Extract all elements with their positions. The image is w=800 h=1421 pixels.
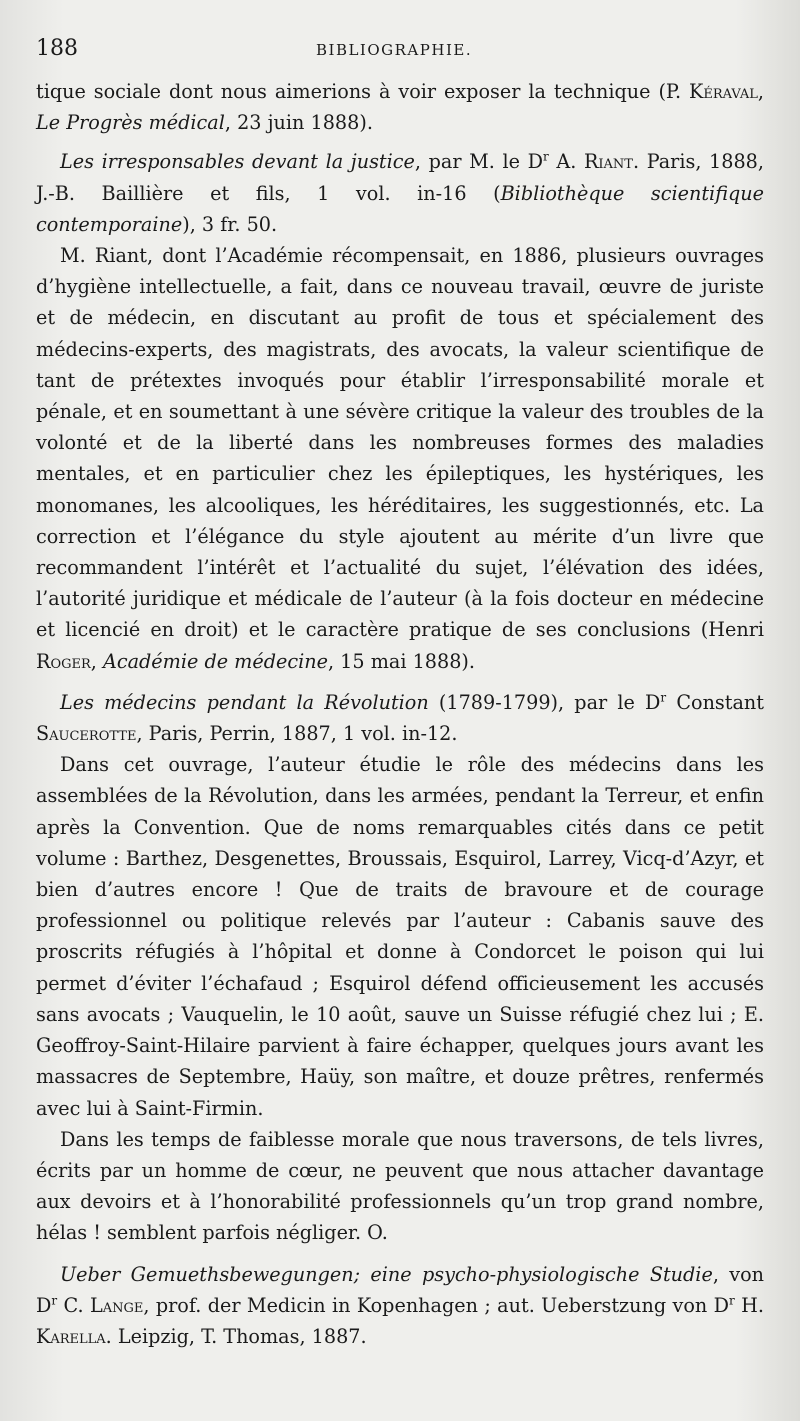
page-body xyxy=(36,76,764,1352)
author-name: Saucerotte xyxy=(36,722,137,746)
review-paragraph: M. Riant, dont l’Académie récompensait, en 1886, plusieurs ouvrages d’hygiène intellectuelle, a fait, dans ce nouveau travail, œuvre de juriste et de médecin, en discutant au profit de tous et spécialement des médecins-experts, des magistrats, des avocats, la valeur scientifique de tant de prétextes invoqués pour établir l’irresponsabilité morale et pénale, et en soumettant à une sévère critique la valeur des troubles de la volonté et de la liberté dans les nombreuses formes des maladies mentales, et en particulier chez les épileptiques, les hystériques, les monomanes, les alcooliques, les héréditaires, les suggestionnés, etc. La correction et l’élégance du style ajoutent au mérite d’un livre que recommandent l’intérêt et l’actualité du sujet, l’élévation des idées, l’autorité juridique et médicale de l’auteur (à la fois docteur en médecine et licencié en droit) et le caractère pratique de ses conclusions (Henri Roger, Académie de médecine, 15 mai 1888). xyxy=(36,244,764,673)
review-paragraph: Dans cet ouvrage, l’auteur étudie le rôle des médecins dans les assemblées de la Révolution, dans les armées, pendant la Terreur, et enfin après la Convention. Que de noms remarquables cités dans ce petit volume : Barthez, Desgenettes, Broussais, Esquirol, Larrey, Vicq-d’Azyr, et bien d’autres encore ! Que de traits de bravoure et de courage professionnel ou politique relevés par l’auteur : Cabanis sauve des proscrits réfugiés à l’hôpital et donne à Condorcet le poison qui lui permet d’éviter l’échafaud ; Esquirol défend officieusement les accusés sans avocats ; Vauquelin, le 10 août, sauve un Suisse réfugié chez lui ; E. Geoffroy-Saint-Hilaire parvient à faire échapper, quelques jours avant les massacres de Septembre, Haüy, son maître, et douze prêtres, renfermés avec lui à Saint-Firmin. xyxy=(36,753,764,1120)
running-title: BIBLIOGRAPHIE. xyxy=(316,41,473,59)
bibliography-entry: Ueber Gemuethsbewegungen; eine psycho-physiologische Studie, von $D^r$ C. Lange, prof. der Medicin in Kopenhagen ; aut. Ueberstzung von $D^r$ H. Karella. Leipzig, T. Thomas, 1887. xyxy=(36,1262,765,1348)
reviewer-name: Roger xyxy=(36,649,91,673)
review-paragraph: Dans les temps de faiblesse morale que nous traversons, de tels livres, écrits par un homme de cœur, ne peuvent que nous attacher davantage aux devoirs et à l’honorabilité professionnels qu’un trop grand nombre, hélas ! semblent parfois négliger. O. xyxy=(36,1127,764,1245)
review-source: Académie de médecine xyxy=(102,649,328,673)
journal-title: Le Progrès médical xyxy=(36,111,225,135)
continued-paragraph: tique sociale dont nous aimerions à voir exposer la technique (P. Kéraval, Le Progrès médical, 23 juin 1888). xyxy=(36,80,764,135)
book-title: Les médecins pendant la Révolution xyxy=(60,690,429,714)
book-title: Les irresponsables devant la justice xyxy=(60,150,415,174)
book-title: Ueber Gemuethsbewegungen; eine psycho-physiologische Studie xyxy=(60,1262,713,1286)
author-name: Riant xyxy=(583,150,633,174)
bibliography-entry: Les médecins pendant la Révolution (1789-1799), par le $D^r$ Constant Saucerotte, Paris, Perrin, 1887, 1 vol. in-12. xyxy=(36,690,765,746)
page-header xyxy=(36,36,764,76)
author-name: Kéraval xyxy=(689,80,758,103)
series-title: Bibliothèque scientifique contemporaine xyxy=(36,181,764,236)
bibliography-entry: Les irresponsables devant la justice, par M. le $D^r$ A. Riant. Paris, 1888, J.-B. Baillière et fils, 1 vol. in-16 (Bibliothèque scientifique contemporaine), 3 fr. 50. xyxy=(36,150,764,236)
author-name: Lange xyxy=(89,1293,144,1317)
translator-name: Karella xyxy=(36,1324,106,1348)
page-number: 188 xyxy=(36,36,78,61)
